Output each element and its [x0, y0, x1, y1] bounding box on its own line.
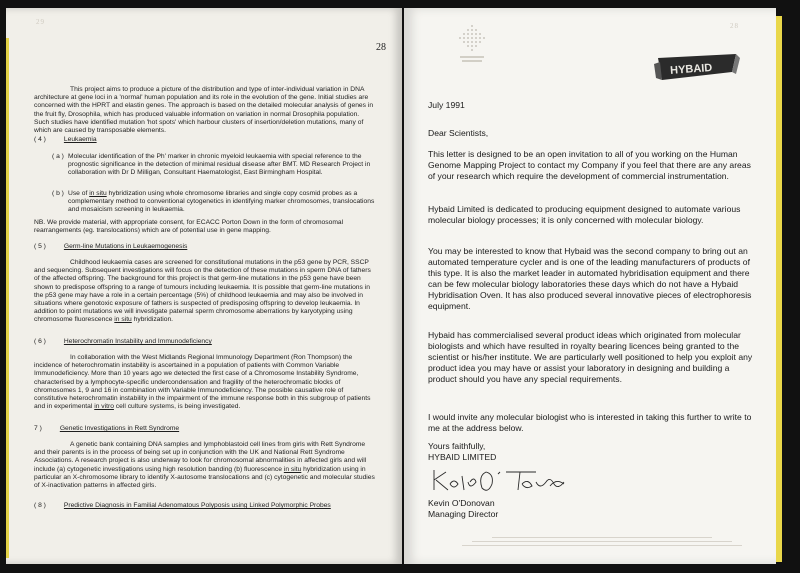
section-heading-7	[34, 425, 376, 433]
subsection-4b	[34, 190, 376, 215]
letter-salutation: Dear Scientists,	[428, 128, 489, 138]
section-6-body	[34, 354, 376, 411]
subsection-text-rest: hybridization using whole chromosome libraries and single copy cosmid probes as a complementary method to conventional cytogenetics in identifying marker chromosomes, translocations and mosaicism screening in leukaemia.	[68, 190, 375, 214]
letter-paragraph-4: Hybaid has commercialised several product ideas which originated from molecular biologists and which have resulted in royalty bearing licences being granted to the scientist or his/her institute. We are particularly well positioned to help you exploit any product idea you may have or assist your laboratory in designing and building a product should you have any special requirements.	[428, 330, 753, 384]
subsection-text	[68, 190, 376, 215]
right-page	[404, 8, 776, 564]
letter-paragraph-2: Hybaid Limited is dedicated to producing equipment designed to automate various molecular biology processes; it is only concerned with molecular biology.	[428, 204, 741, 225]
letter-closing: Yours faithfully,	[428, 441, 486, 451]
in-situ-term: in situ	[283, 465, 302, 473]
subsection-text-start: Use of	[68, 190, 90, 197]
nb-note: NB. We provide material, with appropriate consent, for ECACC Porton Down in the form of chromosomal rearrangements (eg. translocations) which are of potential use in gene mapping.	[34, 219, 344, 235]
in-vitro-term: in vitro	[94, 403, 114, 411]
section-heading-4	[34, 136, 376, 144]
section-number: ( 8 )	[34, 502, 46, 509]
section-6-text: In collaboration with the West Midlands Regional Immunology Department (Ron Thompson) the incidence of heterochromatin instability is ascertained in a population of patients with Common Variable Immunodeficiency. More than 10 years ago we detected the first case of a Chromosome Instability Syndrome, characterised by a lymphocyte-specific undercondensation and fragility of the heterochromatic blocks of chromosomes 1, 9 and 16 in combination with Variable Immunodeficiency. The possible causative role of constitutive heterochromatin instability in the impairment of the immune response both in this subgroup of patients and in experimental	[34, 354, 371, 411]
section-heading-6	[34, 338, 376, 346]
signer-name: Kevin O'Donovan	[428, 498, 495, 508]
hybaid-logo	[652, 52, 742, 82]
section-title: Genetic Investigations in Rett Syndrome	[59, 425, 180, 432]
signer-title: Managing Director	[428, 509, 499, 519]
hybaid-brand-text: HYBAID	[669, 61, 713, 77]
subsection-4a	[34, 153, 376, 178]
book-spread	[4, 6, 794, 568]
section-number: ( 4 )	[34, 136, 46, 143]
subsection-label: ( b )	[52, 190, 64, 197]
section-title: Heterochromatin Instability and Immunodeficiency	[63, 338, 212, 345]
section-number: 7 )	[34, 425, 42, 432]
section-title: Predictive Diagnosis in Familial Adenomatous Polyposis using Linked Polymorphic Probes	[63, 502, 331, 509]
subsection-text: Molecular identification of the Ph' marker in chronic myeloid leukaemia with special reference to the prognostic significance in the detection of minimal residual disease after BMT. MD Research Project in collaboration with Dr D Milligan, Consultant Haematologist, East Birmingham Hospital.	[68, 153, 371, 177]
letter-date: July 1991	[428, 100, 465, 110]
page-edge	[776, 16, 782, 562]
section-5-tail: hybridization.	[131, 316, 174, 324]
section-5-body	[34, 259, 376, 325]
show-through-text: 28	[730, 22, 739, 30]
section-7-body	[34, 441, 376, 490]
section-number: ( 5 )	[34, 243, 46, 250]
diamond-logo-icon	[452, 22, 492, 70]
section-7-tail: hybridization using in particular an X-chromosome library to identify X-autosome translocations and (c) cytogenetic and molecular studies of X-inactivation patterns in affected girls.	[34, 465, 375, 490]
subsection-label: ( a )	[52, 153, 64, 160]
section-heading-8	[34, 502, 376, 510]
intro-paragraph: This project aims to produce a picture of the distribution and type of inter-individual variation in DNA architecture at gene loci in a 'normal' human population and its role in the evolution of the gene. Initial studies are concerned with the HPRT and elastin genes. The approach is based on the detailed molecular analysis of genes in the fruit fly, Drosophila, which has produced valuable information on variation in normal Drosophila population. Such studies have identified mutation 'hot spots' which harbour clusters of insertion/deletion mutations, many of which are caused by transposable elements.	[34, 86, 374, 135]
section-heading-5	[34, 243, 376, 251]
show-through-text: 29	[36, 18, 45, 26]
left-page	[6, 8, 402, 564]
letter-paragraph-3: You may be interested to know that Hybaid was the second company to bring out an automated temperature cycler and is one of the leading manufacturers of products of this type. It is also the market leader in automated hybridisation equipment and there can be few molecular biology laboratories these days which do not have a Hybaid Hybridisation Oven. It has also produced several innovative pieces of electrophoresis equipment.	[428, 246, 752, 311]
letter-company: HYBAID LIMITED	[428, 452, 497, 462]
left-page-edge	[6, 38, 9, 558]
letterhead-footer	[452, 528, 752, 549]
letter-paragraph-5: I would invite any molecular biologist who is interested in taking this further to write to me at the address below.	[428, 412, 752, 433]
section-number: ( 6 )	[34, 338, 46, 345]
section-title: Leukaemia	[63, 136, 97, 143]
letter-paragraph-1: This letter is designed to be an open invitation to all of you working on the Human Genome Mapping Project to contact my Company if you feel that there are any areas of your research which require the development of commercial instrumentation.	[428, 149, 751, 181]
signature-mark	[428, 466, 578, 496]
section-5-text: Childhood leukaemia cases are screened for constitutional mutations in the p53 gene by PCR, SSCP and sequencing. Subsequent investigations will focus on the detection of these mutations in sperm DNA of fathers of the affected offspring. The background for this project is that germ-line mutations in the p53 gene have been shown to predispose offspring to a range of tumours including leukaemia. It is possible that germ-line mutations in the p53 gene may have a role in a certain percentage (5%) of childhood leukaemia and may also be involved in situations where genotoxic exposure of fathers is suspected of predisposing offspring to develop leukaemia. In addition to point mutations we will investigate paternal sperm chromosome aberrations by karyotyping using chromosome fluorescence	[34, 259, 371, 324]
page-number: 28	[376, 42, 386, 53]
in-situ-term: in situ	[114, 316, 132, 324]
section-7-text: A genetic bank containing DNA samples and lymphoblastoid cell lines from girls with Rett Syndrome and their parents is in the process of being set up in conjunction with the UK and National Rett Syndrome Associations. A research project is also underway to look for chromosomal abnormalities in affected girls and will include (a) cytogenetic investigations using high resolution banding (b) fluorescence	[34, 441, 367, 473]
in-situ-term: in situ	[89, 190, 107, 197]
section-title: Germ-line Mutations in Leukaemogenesis	[63, 243, 188, 250]
section-6-tail: cell culture systems, is being investigated.	[113, 403, 241, 411]
